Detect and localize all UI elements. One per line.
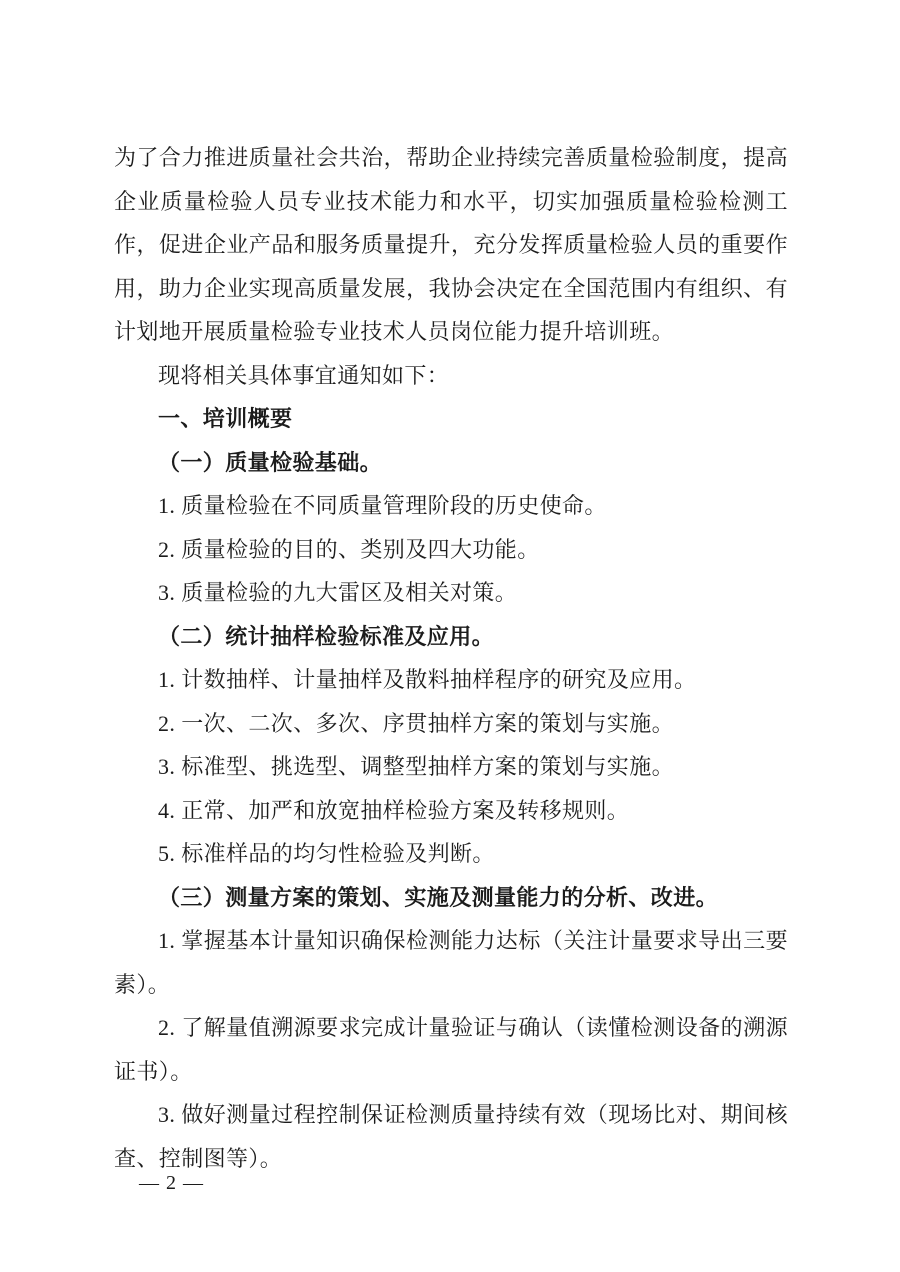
list-item: 1. 掌握基本计量知识确保检测能力达标（关注计量要求导出三要素）。 — [114, 928, 788, 997]
document-body — [114, 136, 788, 1180]
list-item: 2. 了解量值溯源要求完成计量验证与确认（读懂检测设备的溯源证书）。 — [114, 1015, 788, 1084]
list-item: 1. 质量检验在不同质量管理阶段的历史使命。 — [158, 493, 607, 518]
page-number: — 2 — — [139, 1172, 204, 1194]
subsection-heading-1-3: （三）测量方案的策划、实施及测量能力的分析、改进。 — [158, 884, 719, 910]
list-item: 2. 质量检验的目的、类别及四大功能。 — [158, 536, 540, 562]
paragraph-intro-continued: 为了合力推进质量社会共治，帮助企业持续完善质量检验制度，提高企业质量检验人员专业技术能力和水平，切实加强质量检验检测工作，促进企业产品和服务质量提升，充分发挥质量检验人员的重要作用，助力企业实现高质量发展，我协会决定在全国范围内有组织、有计划地开展质量检验专业技术人员岗位能力提升培训班。 — [114, 145, 788, 344]
paragraph-notice-lead: 现将相关具体事宜通知如下： — [158, 362, 450, 388]
list-item: 3. 做好测量过程控制保证检测质量持续有效（现场比对、期间核查、控制图等）。 — [114, 1102, 788, 1171]
list-item: 1. 计数抽样、计量抽样及散料抽样程序的研究及应用。 — [158, 667, 697, 692]
subsection-heading-1-2: （二）统计抽样检验标准及应用。 — [158, 623, 495, 649]
list-item: 2. 一次、二次、多次、序贯抽样方案的策划与实施。 — [158, 710, 675, 736]
list-item: 5. 标准样品的均匀性检验及判断。 — [158, 841, 495, 866]
list-item: 3. 标准型、挑选型、调整型抽样方案的策划与实施。 — [158, 754, 675, 779]
list-item: 3. 质量检验的九大雷区及相关对策。 — [158, 580, 518, 605]
list-item: 4. 正常、加严和放宽抽样检验方案及转移规则。 — [158, 797, 630, 823]
subsection-heading-1-1: （一）质量检验基础。 — [158, 449, 383, 475]
section-heading-1: 一、培训概要 — [158, 406, 293, 431]
